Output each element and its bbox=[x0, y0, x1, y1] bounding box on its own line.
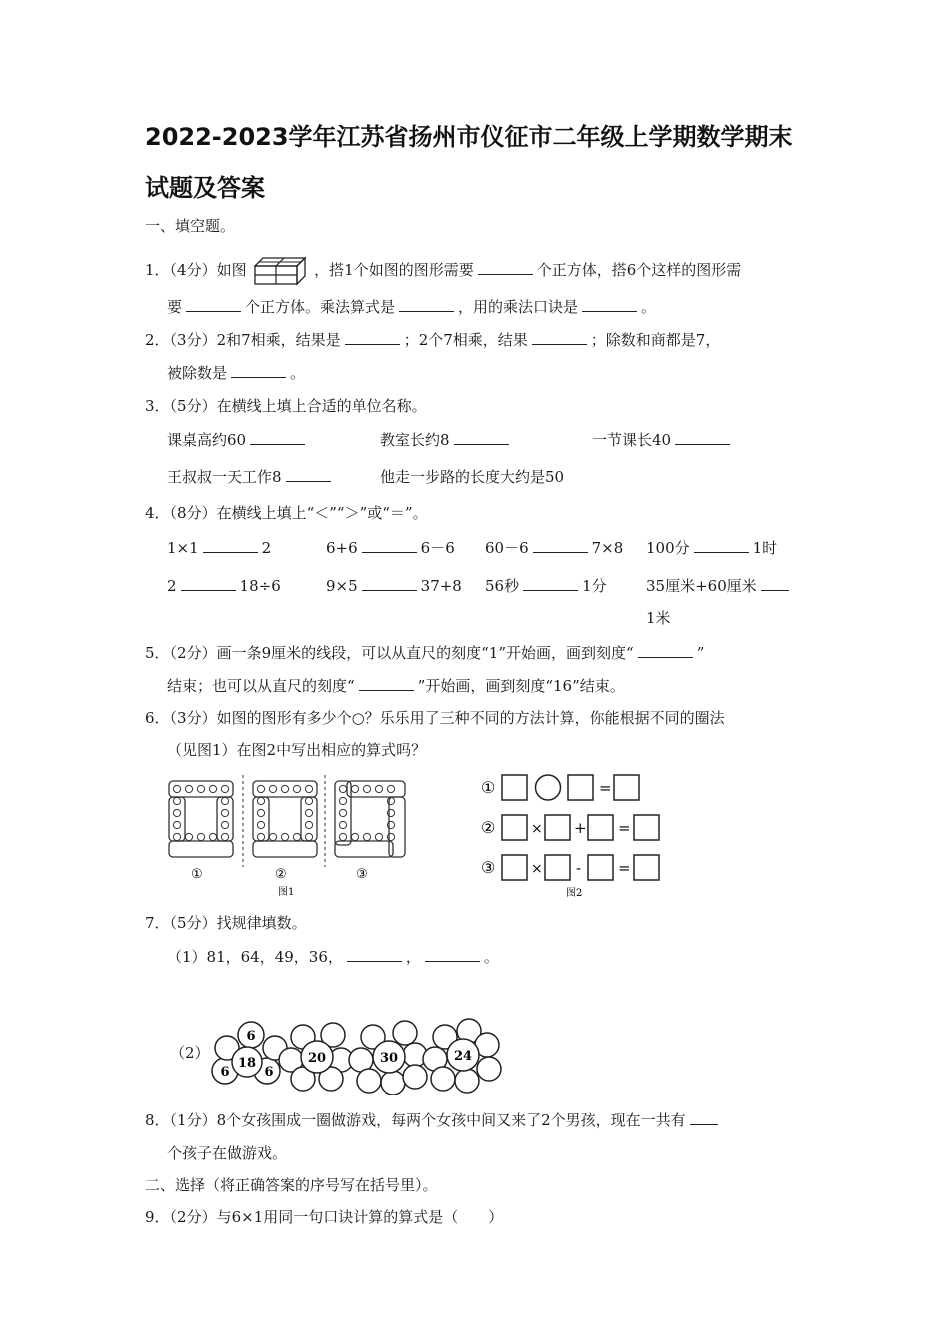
fig1-small-circle bbox=[257, 821, 264, 828]
q3-blank-3[interactable] bbox=[675, 431, 730, 445]
fig1-small-circle bbox=[293, 833, 300, 840]
fig1-grouping-loop bbox=[169, 781, 233, 797]
q4-r1-c4: 100分 1时 bbox=[646, 539, 778, 557]
q4-r2-c3: 56秒 1分 bbox=[485, 577, 607, 595]
q4-blank[interactable] bbox=[761, 577, 789, 591]
fig1-small-circle bbox=[173, 833, 180, 840]
section-fill-blank: 一、填空题。 bbox=[145, 217, 236, 235]
fig2-box[interactable] bbox=[614, 775, 639, 800]
fig1-small-circle bbox=[339, 809, 346, 816]
figure-2-equation-boxes bbox=[478, 770, 668, 900]
svg-text:=: = bbox=[599, 779, 612, 797]
fig1-label-1: ① bbox=[191, 867, 203, 882]
q4-r1-c1: 1×1 2 bbox=[167, 539, 272, 557]
fig1-small-circle bbox=[269, 785, 276, 792]
q1-text-a: 1．（4分）如图 bbox=[145, 261, 247, 279]
fig1-small-circle bbox=[197, 785, 204, 792]
fig1-small-circle bbox=[339, 797, 346, 804]
fig2-row3-label: ③ bbox=[481, 858, 496, 877]
fig1-caption: 图1 bbox=[278, 887, 295, 898]
fig1-small-circle bbox=[293, 785, 300, 792]
question-2-line2: 被除数是 。 bbox=[167, 364, 306, 382]
flower1-center: 18 bbox=[237, 1056, 257, 1071]
q1-blank-1[interactable] bbox=[478, 261, 533, 275]
fig1-small-circle bbox=[305, 833, 312, 840]
flower4-center: 24 bbox=[453, 1049, 473, 1064]
fig2-box[interactable] bbox=[502, 775, 527, 800]
fig1-small-circle bbox=[257, 809, 264, 816]
q4-blank[interactable] bbox=[203, 539, 258, 553]
fig2-caption: 图2 bbox=[566, 888, 583, 899]
fig1-small-circle bbox=[305, 821, 312, 828]
fig1-small-circle bbox=[173, 809, 180, 816]
cube-figure-icon bbox=[253, 256, 307, 286]
fig1-small-circle bbox=[281, 833, 288, 840]
svg-text:-: - bbox=[576, 859, 582, 877]
fig1-grouping-loop bbox=[169, 841, 233, 857]
figure-1-circle-groupings bbox=[163, 775, 413, 900]
flower-number-pattern bbox=[205, 1015, 505, 1095]
fig1-small-circle bbox=[209, 833, 216, 840]
q2-blank-2[interactable] bbox=[532, 331, 587, 345]
fig1-small-circle bbox=[305, 797, 312, 804]
fig1-small-circle bbox=[351, 833, 358, 840]
question-2-line1: 2．（3分）2和7相乘，结果是 ；2个7相乘，结果 ；除数和商都是7， bbox=[145, 331, 721, 349]
fig1-small-circle bbox=[387, 785, 394, 792]
q3-blank-1[interactable] bbox=[250, 431, 305, 445]
q3-item-2: 教室长约8 bbox=[380, 430, 513, 450]
fig1-grouping-loop bbox=[253, 841, 317, 857]
question-9: 9．（2分）与6×1用同一句口诀计算的算式是（ ） bbox=[145, 1208, 504, 1226]
fig1-small-circle bbox=[257, 785, 264, 792]
q1-blank-3[interactable] bbox=[399, 298, 454, 312]
q2-blank-3[interactable] bbox=[231, 364, 286, 378]
question-1-line2: 要 个正方体。乘法算式是 ，用的乘法口诀是 。 bbox=[167, 298, 657, 316]
question-5-line2: 结束；也可以从直尺的刻度“ ”开始画，画到刻度“16”结束。 bbox=[167, 677, 625, 695]
page-title-line1: 2022-2023学年江苏省扬州市仪征市二年级上学期数学期末 bbox=[145, 123, 793, 151]
question-6-line1: 6．（3分）如图的图形有多少个○？乐乐用了三种不同的方法计算，你能根据不同的圈法 bbox=[145, 709, 725, 727]
fig2-box[interactable] bbox=[502, 815, 527, 840]
fig2-row2-label: ② bbox=[481, 818, 496, 837]
fig2-box[interactable] bbox=[634, 855, 659, 880]
fig2-box[interactable] bbox=[588, 815, 613, 840]
fig1-small-circle bbox=[305, 785, 312, 792]
fig1-small-circle bbox=[221, 833, 228, 840]
q7-blank-1[interactable] bbox=[347, 948, 402, 962]
flower-4 bbox=[423, 1019, 501, 1093]
fig1-grouping-loop bbox=[389, 797, 405, 857]
fig1-small-circle bbox=[221, 785, 228, 792]
q1-blank-2[interactable] bbox=[186, 298, 241, 312]
q1-blank-4[interactable] bbox=[582, 298, 637, 312]
svg-text:×: × bbox=[531, 821, 543, 837]
fig1-small-circle bbox=[363, 833, 370, 840]
q4-blank[interactable] bbox=[523, 577, 578, 591]
q4-r2-c1: 2 18÷6 bbox=[167, 577, 281, 595]
q5-blank-1[interactable] bbox=[638, 644, 693, 658]
question-7-head: 7．（5分）找规律填数。 bbox=[145, 914, 307, 932]
q3-blank-4[interactable] bbox=[286, 468, 331, 482]
fig1-grouping-loop bbox=[169, 797, 185, 841]
fig1-label-3: ③ bbox=[356, 867, 368, 882]
question-6-line2: （见图1）在图2中写出相应的算式吗？ bbox=[167, 741, 427, 759]
section-multiple-choice: 二、选择（将正确答案的序号写在括号里）。 bbox=[145, 1176, 438, 1194]
q4-blank[interactable] bbox=[533, 539, 588, 553]
flower-2 bbox=[279, 1023, 353, 1091]
fig1-small-circle bbox=[257, 833, 264, 840]
fig1-small-circle bbox=[173, 797, 180, 804]
flower2-center: 20 bbox=[307, 1051, 327, 1066]
flower-3 bbox=[349, 1021, 427, 1095]
svg-text:+: + bbox=[574, 819, 587, 837]
fig1-grouping-loop bbox=[335, 781, 351, 845]
q8-blank[interactable] bbox=[690, 1111, 718, 1125]
q4-r2-c2: 9×5 37+8 bbox=[326, 577, 462, 595]
q3-blank-2[interactable] bbox=[454, 431, 509, 445]
q4-r1-c2: 6+6 6－6 bbox=[326, 539, 455, 557]
fig1-small-circle bbox=[339, 785, 346, 792]
q4-r2-c4: 35厘米+60厘米 bbox=[646, 576, 793, 596]
fig1-grouping-loop bbox=[217, 797, 233, 841]
flower-1 bbox=[212, 1022, 287, 1084]
fig1-small-circle bbox=[281, 785, 288, 792]
fig2-row1-label: ① bbox=[481, 778, 496, 797]
q4-r1-c3: 60－6 7×8 bbox=[485, 539, 624, 557]
fig2-box[interactable] bbox=[545, 855, 570, 880]
svg-text:×: × bbox=[531, 861, 543, 877]
flower1-right: 6 bbox=[264, 1065, 274, 1080]
fig1-grouping-loop bbox=[301, 797, 317, 841]
q4-blank[interactable] bbox=[181, 577, 236, 591]
fig2-box[interactable] bbox=[545, 815, 570, 840]
q3-item-4: 王叔叔一天工作8 bbox=[167, 467, 335, 487]
question-5-line1: 5．（2分）画一条9厘米的线段，可以从直尺的刻度“1”开始画，画到刻度“ ” bbox=[145, 644, 705, 662]
q4-blank[interactable] bbox=[362, 577, 417, 591]
q4-r2-wrap: 1米 bbox=[646, 609, 671, 627]
svg-text:=: = bbox=[618, 859, 631, 877]
question-7-part1: （1）81，64，49，36， ， 。 bbox=[167, 948, 499, 966]
fig2-operator-circle[interactable] bbox=[536, 775, 561, 800]
fig1-small-circle bbox=[363, 785, 370, 792]
fig1-small-circle bbox=[173, 785, 180, 792]
svg-text:=: = bbox=[618, 819, 631, 837]
fig1-small-circle bbox=[221, 797, 228, 804]
fig1-small-circle bbox=[339, 833, 346, 840]
q3-item-1: 课桌高约60 bbox=[167, 430, 309, 450]
fig1-small-circle bbox=[375, 785, 382, 792]
q7-blank-2[interactable] bbox=[425, 948, 480, 962]
flower1-top: 6 bbox=[246, 1029, 256, 1044]
fig2-box[interactable] bbox=[502, 855, 527, 880]
fig1-small-circle bbox=[257, 797, 264, 804]
fig1-label-2: ② bbox=[275, 867, 287, 882]
question-7-part2-label: （2） bbox=[170, 1044, 210, 1062]
question-1-line1: 1．（4分）如图 ，搭1个如图的图形需要 个正方体，搭6个这样的图形需 bbox=[145, 256, 741, 286]
fig1-small-circle bbox=[305, 809, 312, 816]
fig1-small-circle bbox=[185, 833, 192, 840]
q5-blank-2[interactable] bbox=[359, 677, 414, 691]
question-3-head: 3．（5分）在横线上填上合适的单位名称。 bbox=[145, 397, 427, 415]
fig1-small-circle bbox=[351, 785, 358, 792]
fig1-small-circle bbox=[197, 833, 204, 840]
fig1-grouping-loop bbox=[335, 841, 393, 857]
q3-item-5: 他走一步路的长度大约是50 bbox=[380, 468, 565, 486]
flower3-center: 30 bbox=[379, 1051, 399, 1066]
fig1-small-circle bbox=[339, 821, 346, 828]
fig1-grouping-loop bbox=[253, 781, 317, 797]
fig1-small-circle bbox=[221, 821, 228, 828]
page-title-line2: 试题及答案 bbox=[145, 174, 265, 202]
flower1-left: 6 bbox=[220, 1065, 230, 1080]
question-8-line2: 个孩子在做游戏。 bbox=[167, 1144, 288, 1162]
fig1-small-circle bbox=[209, 785, 216, 792]
fig1-grouping-loop bbox=[347, 781, 405, 797]
fig2-box[interactable] bbox=[568, 775, 593, 800]
fig1-small-circle bbox=[185, 785, 192, 792]
fig1-grouping-loop bbox=[253, 797, 269, 841]
question-8-line1: 8．（1分）8个女孩围成一圈做游戏，每两个女孩中间又来了2个男孩，现在一共有 bbox=[145, 1110, 722, 1130]
fig2-box[interactable] bbox=[634, 815, 659, 840]
q3-item-3: 一节课长40 bbox=[592, 430, 734, 450]
q4-blank[interactable] bbox=[694, 539, 749, 553]
fig1-small-circle bbox=[375, 833, 382, 840]
fig1-small-circle bbox=[221, 809, 228, 816]
fig1-small-circle bbox=[269, 833, 276, 840]
q2-blank-1[interactable] bbox=[345, 331, 400, 345]
fig1-small-circle bbox=[173, 821, 180, 828]
q4-blank[interactable] bbox=[362, 539, 417, 553]
fig2-box[interactable] bbox=[588, 855, 613, 880]
question-4-head: 4．（8分）在横线上填上“＜”“＞”或“＝”。 bbox=[145, 504, 428, 522]
